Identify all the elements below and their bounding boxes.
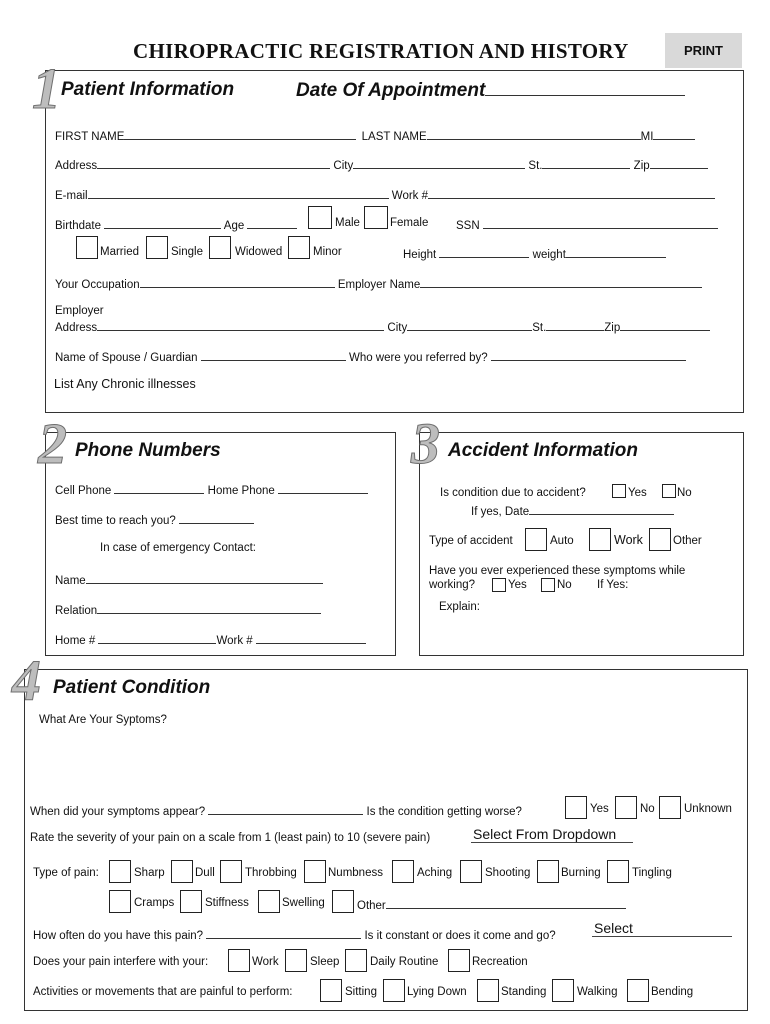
section-number-3: 3	[411, 411, 440, 476]
patient-information-title: Patient Information	[61, 79, 235, 100]
working-yes-label: Yes	[508, 579, 527, 591]
stiffness-label: Stiffness	[205, 897, 249, 909]
working-yes-checkbox[interactable]	[492, 578, 506, 592]
occupation-field[interactable]	[140, 275, 335, 288]
employer-address-field[interactable]	[97, 318, 384, 331]
cramps-label: Cramps	[134, 897, 175, 909]
shooting-checkbox[interactable]	[460, 860, 482, 883]
minor-label: Minor	[313, 246, 342, 258]
worse-no-checkbox[interactable]	[615, 796, 637, 819]
interfere-label: Does your pain interfere with your:	[33, 956, 209, 968]
aching-label: Aching	[417, 867, 453, 879]
age-field[interactable]	[247, 216, 297, 229]
occupation-row: Your Occupation Employer Name	[55, 275, 702, 292]
email-row: E-mail Work #	[55, 186, 715, 203]
widowed-checkbox[interactable]	[209, 236, 231, 259]
bending-checkbox[interactable]	[627, 979, 649, 1002]
employer-address-row: Address City St. Zip	[55, 318, 710, 335]
email-field[interactable]	[88, 186, 389, 199]
employer-name-field[interactable]	[420, 275, 702, 288]
female-checkbox[interactable]	[364, 206, 388, 229]
relation-row: Relation	[55, 601, 321, 618]
throbbing-checkbox[interactable]	[220, 860, 242, 883]
lying-down-checkbox[interactable]	[383, 979, 405, 1002]
sharp-checkbox[interactable]	[109, 860, 131, 883]
working-no-checkbox[interactable]	[541, 578, 555, 592]
pain-other-field[interactable]	[386, 896, 626, 909]
accident-condition-label: Is condition due to accident?	[440, 487, 586, 499]
minor-checkbox[interactable]	[288, 236, 310, 259]
sitting-label: Sitting	[345, 986, 377, 998]
accident-date-row: If yes, Date	[471, 502, 674, 519]
sitting-checkbox[interactable]	[320, 979, 342, 1002]
accident-information-title: Accident Information	[448, 440, 639, 461]
cell-phone-field[interactable]	[114, 481, 204, 494]
section-number-4: 4	[12, 648, 41, 713]
employer-label: Employer	[55, 305, 104, 317]
worse-no-label: No	[640, 803, 655, 815]
throbbing-label: Throbbing	[245, 867, 297, 879]
first-name-field[interactable]	[124, 127, 356, 140]
birthdate-field[interactable]	[104, 216, 221, 229]
widowed-label: Widowed	[235, 246, 283, 258]
auto-checkbox[interactable]	[525, 528, 547, 551]
accident-other-label: Other	[673, 535, 702, 547]
married-checkbox[interactable]	[76, 236, 98, 259]
accident-yes-checkbox[interactable]	[612, 484, 626, 498]
accident-no-label: No	[677, 487, 692, 499]
height-weight-row: Height weight	[403, 245, 666, 262]
emergency-name-field[interactable]	[86, 571, 323, 584]
accident-date-field[interactable]	[529, 502, 674, 515]
best-time-row: Best time to reach you?	[55, 511, 254, 528]
phone-numbers-title: Phone Numbers	[75, 440, 221, 461]
dull-label: Dull	[195, 867, 215, 879]
form-title: CHIROPRACTIC REGISTRATION AND HISTORY	[133, 39, 629, 63]
relation-field[interactable]	[97, 601, 321, 614]
ssn-row: SSN	[456, 216, 718, 233]
tingling-checkbox[interactable]	[607, 860, 629, 883]
last-name-field[interactable]	[427, 127, 641, 140]
spouse-field[interactable]	[201, 348, 346, 361]
patient-condition-title: Patient Condition	[53, 677, 211, 698]
best-time-field[interactable]	[179, 511, 254, 524]
swelling-checkbox[interactable]	[258, 890, 280, 913]
address-field[interactable]	[97, 156, 330, 169]
emergency-work-field[interactable]	[256, 631, 366, 644]
constant-dropdown[interactable]: Select	[592, 920, 732, 937]
zip-field[interactable]	[650, 156, 708, 169]
accident-work-label: Work	[614, 533, 643, 547]
address-row: Address City St. Zip	[55, 156, 708, 173]
birthdate-label: Birthdate Age	[55, 216, 297, 233]
married-label: Married	[100, 246, 139, 258]
ssn-field[interactable]	[483, 216, 718, 229]
worse-unknown-label: Unknown	[684, 803, 732, 815]
cramps-checkbox[interactable]	[109, 890, 131, 913]
emergency-home-field[interactable]	[98, 631, 216, 644]
referred-field[interactable]	[491, 348, 686, 361]
employer-state-field[interactable]	[546, 318, 604, 331]
working-no-label: No	[557, 579, 572, 591]
symptoms-label: What Are Your Syptoms?	[39, 714, 167, 726]
how-often-row: How often do you have this pain? Is it constant or does it come and go?	[33, 926, 556, 943]
emergency-name-row: Name	[55, 571, 323, 588]
appointment-date-field[interactable]	[485, 77, 685, 96]
spouse-row: Name of Spouse / Guardian Who were you referred by?	[55, 348, 686, 365]
working-label: working?	[429, 579, 476, 591]
accident-other-checkbox[interactable]	[649, 528, 671, 551]
height-field[interactable]	[439, 245, 529, 258]
if-yes-label: If Yes:	[597, 579, 629, 591]
accident-work-checkbox[interactable]	[589, 528, 611, 551]
worse-yes-label: Yes	[590, 803, 609, 815]
interfere-work-checkbox[interactable]	[228, 949, 250, 972]
female-label: Female	[390, 217, 429, 229]
sharp-label: Sharp	[134, 867, 165, 879]
worse-yes-checkbox[interactable]	[565, 796, 587, 819]
emergency-contact-label: In case of emergency Contact:	[100, 542, 256, 554]
standing-label: Standing	[501, 986, 547, 998]
activities-label: Activities or movements that are painful to perform:	[33, 986, 293, 998]
swelling-label: Swelling	[282, 897, 325, 909]
worse-unknown-checkbox[interactable]	[659, 796, 681, 819]
numbness-label: Numbness	[328, 867, 383, 879]
state-field[interactable]	[542, 156, 630, 169]
auto-label: Auto	[550, 535, 574, 547]
rate-label: Rate the severity of your pain on a scale from 1 (least pain) to 10 (severe pain)	[30, 832, 431, 844]
standing-checkbox[interactable]	[477, 979, 499, 1002]
walking-label: Walking	[577, 986, 618, 998]
weight-field[interactable]	[566, 245, 666, 258]
explain-label: Explain:	[439, 601, 480, 613]
interfere-recreation-label: Recreation	[472, 956, 528, 968]
employer-city-field[interactable]	[407, 318, 532, 331]
aching-checkbox[interactable]	[392, 860, 414, 883]
emergency-phones-row: Home # Work #	[55, 631, 366, 648]
burning-label: Burning	[561, 867, 601, 879]
cell-home-row: Cell Phone Home Phone	[55, 481, 368, 498]
male-label: Male	[335, 217, 360, 229]
lying-down-label: Lying Down	[407, 986, 467, 998]
pain-other-checkbox[interactable]	[332, 890, 354, 913]
accident-type-label: Type of accident	[429, 535, 513, 547]
section-number-2: 2	[38, 411, 67, 476]
work-number-field[interactable]	[428, 186, 715, 199]
pain-severity-dropdown[interactable]: Select From Dropdown	[471, 826, 633, 843]
experienced-label: Have you ever experienced these symptoms while	[429, 565, 686, 577]
dull-checkbox[interactable]	[171, 860, 193, 883]
city-field[interactable]	[353, 156, 525, 169]
name-row: FIRST NAME LAST NAME MI	[55, 127, 695, 144]
numbness-checkbox[interactable]	[304, 860, 326, 883]
employer-zip-field[interactable]	[620, 318, 710, 331]
symptoms-appear-field[interactable]	[208, 802, 363, 815]
how-often-field[interactable]	[206, 926, 361, 939]
pain-other-row: Other	[357, 896, 626, 913]
burning-checkbox[interactable]	[537, 860, 559, 883]
walking-checkbox[interactable]	[552, 979, 574, 1002]
tingling-label: Tingling	[632, 867, 672, 879]
bending-label: Bending	[651, 986, 694, 998]
single-label: Single	[171, 246, 203, 258]
interfere-recreation-checkbox[interactable]	[448, 949, 470, 972]
chronic-illnesses-label: List Any Chronic illnesses	[54, 377, 196, 391]
print-button[interactable]: PRINT	[665, 33, 742, 68]
interfere-work-label: Work	[252, 956, 279, 968]
home-phone-field[interactable]	[278, 481, 368, 494]
type-pain-label: Type of pain:	[33, 867, 99, 879]
appear-row: When did your symptoms appear? Is the condition getting worse?	[30, 802, 522, 819]
interfere-sleep-checkbox[interactable]	[285, 949, 307, 972]
accident-no-checkbox[interactable]	[662, 484, 676, 498]
single-checkbox[interactable]	[146, 236, 168, 259]
section-number-1: 1	[32, 56, 61, 121]
date-of-appointment-label: Date Of Appointment	[296, 77, 685, 102]
stiffness-checkbox[interactable]	[180, 890, 202, 913]
interfere-daily-label: Daily Routine	[370, 956, 439, 968]
interfere-sleep-label: Sleep	[310, 956, 340, 968]
interfere-daily-checkbox[interactable]	[345, 949, 367, 972]
mi-field[interactable]	[653, 127, 695, 140]
accident-yes-label: Yes	[628, 487, 647, 499]
male-checkbox[interactable]	[308, 206, 332, 229]
shooting-label: Shooting	[485, 867, 531, 879]
